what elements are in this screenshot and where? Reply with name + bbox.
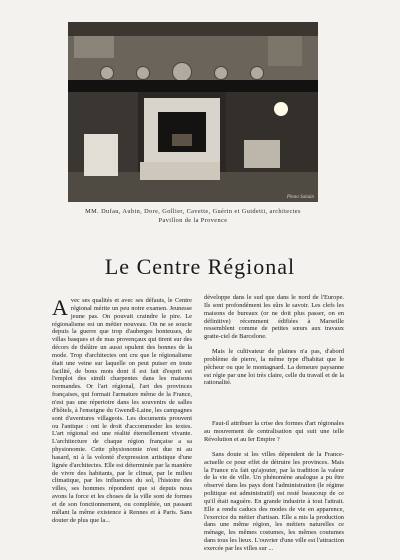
photo-panel-left [74, 36, 114, 58]
article-paragraph [52, 297, 192, 524]
photo-panel-right [268, 36, 302, 66]
article-column-right [204, 294, 344, 560]
article-paragraph: Faut-il attribuer la crise des formes d'art régionales au mouvement de centralisation qui suit une telle Révolution et au Ier Empire ? [204, 420, 344, 443]
paragraph-text: vec ses qualités et avec ses défauts, le Centre régional mérite un peu notre examen. Jeunesse jeune pas. On pouvait craindre le pire. Le régionalisme est un métier nouveau. On ne se soucie depuis la guerre que trop d'auberges honteuses, de villas basques et de mas provençaux qui tirent sur des décors de théâtre un aussi opulent des bonnes de la mode. Trop d'architectes ont cru que le régionalisme était une veine sur laquelle on peut puiser en toute facilité, de bons mots dont il est fait d'esprit est l'emploi des simili charpentes dans les maisons normandes. Or l'art régional, l'art des provinces françaises, qui formait l'armature même de la France, n'est pas une répertoire dans les souvenirs de salles d'hôtels, à l'enseigne du Gwendl-Laine, les campagnes sont d'aventures villageois. Les documents prouvent ou l'antique : ont le droit d'accommoder les textes. L'art régional est une réalité éternellement vivante. L'architecture de chaque région française a sa physionomie. Cette physionomie n'est due ni au hasard, ni à la volonté d'expression artistique d'une lignée d'architectes. Elle est déterminée par la manière de vivre des habitants, par le climat, par le milieu climatique, par les influences du sol, l'histoire des villes, ses hommes répondent que si depuis nous avons la force et les choses de la ville sont de formes et de son fonctionnement, ou complétée, un passant mêlant la même existence à Rennes et à Paris. Sans douter de plus que la... [52, 297, 192, 524]
article-paragraph: développe dans le sud que dans le nord de l'Europe. Ils sont profondément les sûrs le savoir. Les clefs les maisons de bureaux (or ne doit plus passer, on en définitive) récemment édifiées à Marseille ressemblent comme de petites sœurs aux travaux gratte-ciel de Barcelone. [204, 294, 344, 341]
medallion-icon [172, 62, 192, 82]
chair-icon [84, 134, 118, 176]
caption-architects: MM. Dufau, Aubin, Dore, Gollier, Cavette, Guérin et Guidetti, architectes [85, 208, 301, 215]
pavilion-photo [68, 22, 318, 202]
photo-credit: Photo Salaün [286, 195, 314, 200]
article-paragraph: Mais le cultivateur de plaines n'a pas, d'abord problème de pierre, la même type d'habitat que le pêcheur ou que le montagnard. La demeure paysanne est régie par une loi très claire, celle du travail et de la rationalité. [204, 348, 344, 387]
caption-pavilion: Pavillon de la Provence [158, 217, 228, 224]
article-title: Le Centre Régional [104, 254, 296, 279]
article-paragraph: Sans doute si les villes dépendent de la France-actuelle ce pour effet de détruire les provinces. Mais la France n'a fait qu'ajouter, par la tradition la valeur de la vie de ville. Un phénomène analogue a pu être observé dans les pays dont l'administration (le régime politique est administratif) est resté beaucoup de ce qu'il était naguère. En grande industrie à tout l'attrait. Elle a rendu caducs des modes de vie en apparence, l'exercice du métier d'artisan. Elle a mis la production dans une même région, les métiers naturelles ce ménage, les mêmes costumes, les mêmes coutumes dans tous les lieux. L'ouvrier d'une ville est l'attraction exercée par les villes sur ... [204, 450, 344, 552]
photo-rug [140, 162, 220, 180]
medallion-icon [250, 66, 264, 80]
photo-beam [68, 80, 318, 92]
photo-caption [60, 207, 326, 225]
article-column-left [52, 297, 192, 531]
medallion-icon [214, 66, 228, 80]
medallion-icon [136, 66, 150, 80]
fireplace-opening [158, 112, 206, 152]
lamp-icon [274, 102, 288, 116]
medallion-icon [100, 66, 114, 80]
drop-cap: A [52, 295, 68, 320]
fireplace-hearth [172, 134, 192, 146]
photo-ceiling [68, 22, 318, 36]
table-icon [244, 140, 280, 168]
